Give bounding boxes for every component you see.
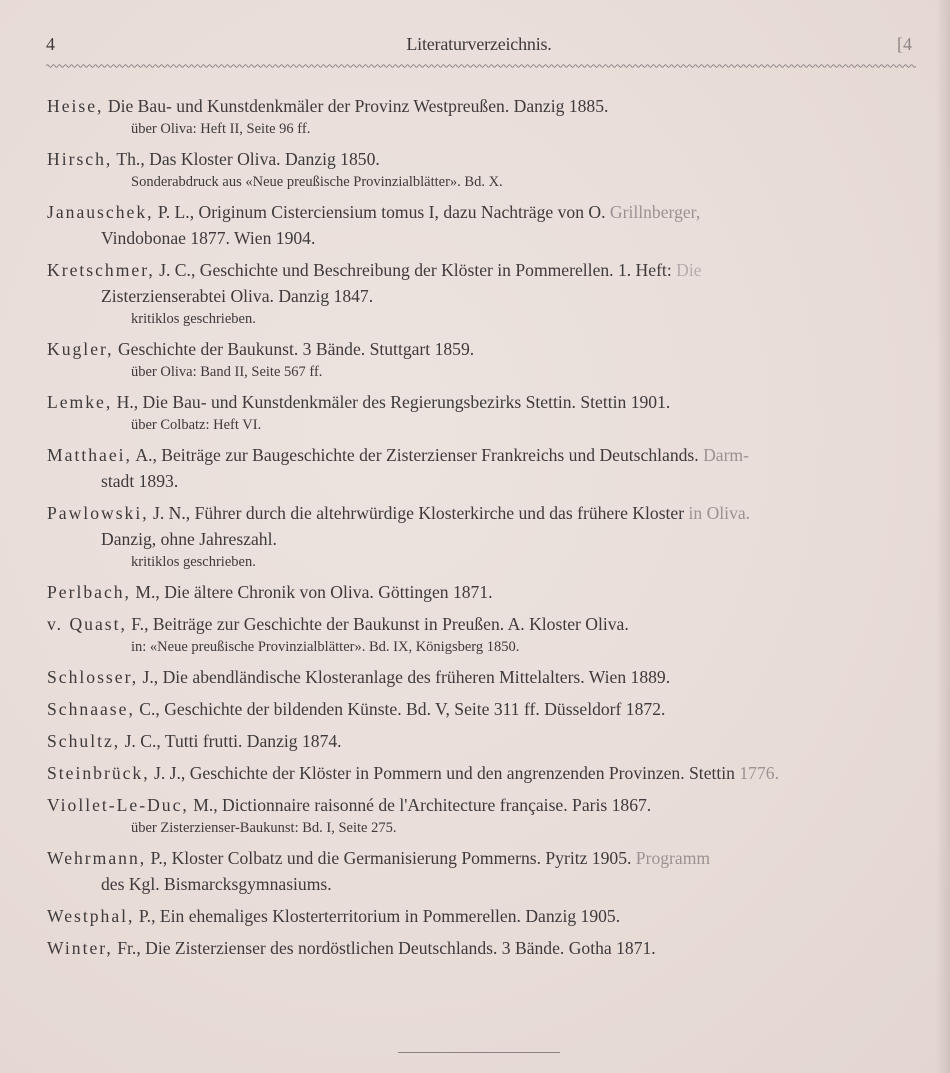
entry-text: J. C., Geschichte und Beschreibung der Klöster in Pommerellen. 1. Heft: <box>154 260 677 280</box>
bibliography-entry <box>47 903 917 929</box>
page-title: Literaturverzeichnis. <box>406 34 552 54</box>
entry-continuation: Danzig, ohne Jahreszahl. <box>101 529 277 549</box>
entry-note: über Oliva: Band II, Seite 567 ff. <box>131 364 323 380</box>
entry-text: P. L., Originum Cisterciensium tomus I, dazu Nachträge von O. <box>153 202 610 222</box>
entry-author: Schlosser, <box>47 667 139 687</box>
bibliography-entry <box>47 146 917 193</box>
entry-note: Sonderabdruck aus «Neue preußische Provinzialblätter». Bd. X. <box>131 174 503 190</box>
entry-text: H., Die Bau- und Kunstdenkmäler des Regierungsbezirks Stettin. Stettin 1901. <box>112 392 671 412</box>
entry-note: kritiklos geschrieben. <box>131 311 256 327</box>
entry-note: über Zisterzienser-Baukunst: Bd. I, Seite 275. <box>131 820 397 836</box>
entry-text-faded: Die <box>676 260 702 280</box>
bibliography-list <box>47 93 917 961</box>
entry-text: C., Geschichte der bildenden Künste. Bd. V, Seite 311 ff. Düsseldorf 1872. <box>134 699 666 719</box>
entry-continuation: des Kgl. Bismarcksgymnasiums. <box>101 874 332 894</box>
bibliography-entry <box>47 93 917 140</box>
entry-continuation: stadt 1893. <box>101 471 179 491</box>
bibliography-entry <box>47 336 917 383</box>
entry-author: Viollet-Le-Duc, <box>47 795 189 815</box>
bibliography-entry <box>47 389 917 436</box>
entry-text-faded: Programm <box>635 848 711 868</box>
bibliography-entry <box>47 696 917 722</box>
entry-author: Janauschek, <box>47 202 154 222</box>
entry-author: Schnaase, <box>47 699 135 719</box>
entry-author: Kugler, <box>47 339 114 359</box>
entry-author: Heise, <box>47 96 104 116</box>
entry-author: Winter, <box>47 938 113 958</box>
entry-author: Wehrmann, <box>47 848 147 868</box>
entry-note: kritiklos geschrieben. <box>131 554 256 570</box>
entry-text: P., Ein ehemaliges Klosterterritorium in Pommerellen. Danzig 1905. <box>134 906 621 926</box>
entry-text-faded: 1776. <box>739 763 779 783</box>
entry-note: in: «Neue preußische Provinzialblätter». Bd. IX, Königsberg 1850. <box>131 639 520 655</box>
entry-text: J., Die abendländische Klosteranlage des früheren Mittelalters. Wien 1889. <box>138 667 671 687</box>
bibliography-entry <box>47 935 917 961</box>
page-reference: [4 <box>897 34 912 54</box>
bibliography-entry <box>47 792 917 839</box>
entry-text-faded: in Oliva. <box>688 503 751 523</box>
entry-note: über Oliva: Heft II, Seite 96 ff. <box>131 121 311 137</box>
entry-note: über Colbatz: Heft VI. <box>131 417 262 433</box>
entry-author: Steinbrück, <box>47 763 150 783</box>
wavy-header-rule <box>46 62 916 70</box>
entry-author: v. Quast, <box>47 614 127 634</box>
entry-text: Geschichte der Baukunst. 3 Bände. Stuttgart 1859. <box>113 339 475 359</box>
running-head <box>46 34 912 64</box>
entry-author: Kretschmer, <box>47 260 155 280</box>
bibliography-entry <box>47 257 917 330</box>
bibliography-entry <box>47 728 917 754</box>
entry-continuation: Zisterzienserabtei Oliva. Danzig 1847. <box>101 286 374 306</box>
bibliography-entry <box>47 500 917 573</box>
bibliography-entry <box>47 579 917 605</box>
bibliography-entry <box>47 442 917 494</box>
entry-author: Hirsch, <box>47 149 113 169</box>
entry-author: Westphal, <box>47 906 135 926</box>
entry-author: Pawlowski, <box>47 503 149 523</box>
entry-text-faded: Grillnberger, <box>609 202 701 222</box>
bibliography-entry <box>47 760 917 786</box>
entry-author: Lemke, <box>47 392 113 412</box>
entry-text: Fr., Die Zisterzienser des nordöstlichen Deutschlands. 3 Bände. Gotha 1871. <box>112 938 656 958</box>
entry-continuation: Vindobonae 1877. Wien 1904. <box>101 228 316 248</box>
entry-text: Die Bau- und Kunstdenkmäler der Provinz Westpreußen. Danzig 1885. <box>103 96 609 116</box>
bibliography-entry <box>47 199 917 251</box>
bibliography-entry <box>47 611 917 658</box>
page-number: 4 <box>46 34 55 54</box>
entry-author: Perlbach, <box>47 582 131 602</box>
page-edge-shadow <box>936 0 950 1073</box>
bibliography-entry <box>47 664 917 690</box>
end-rule <box>398 1052 560 1053</box>
entry-author: Matthaei, <box>47 445 132 465</box>
entry-text: A., Beiträge zur Baugeschichte der Zisterzienser Frankreichs und Deutschlands. <box>131 445 704 465</box>
entry-text: F., Beiträge zur Geschichte der Baukunst in Preußen. A. Kloster Oliva. <box>126 614 629 634</box>
bibliography-entry <box>47 845 917 897</box>
entry-text: P., Kloster Colbatz und die Germanisierung Pommerns. Pyritz 1905. <box>146 848 636 868</box>
entry-text: M., Die ältere Chronik von Oliva. Göttingen 1871. <box>130 582 493 602</box>
entry-text: Th., Das Kloster Oliva. Danzig 1850. <box>112 149 380 169</box>
entry-text: M., Dictionnaire raisonné de l'Architecture française. Paris 1867. <box>188 795 652 815</box>
entry-text: J. C., Tutti frutti. Danzig 1874. <box>120 731 342 751</box>
entry-text: J. J., Geschichte der Klöster in Pommern und den angrenzenden Provinzen. Stettin <box>149 763 740 783</box>
entry-text-faded: Darm- <box>703 445 749 465</box>
entry-text: J. N., Führer durch die altehrwürdige Klosterkirche und das frühere Kloster <box>148 503 689 523</box>
entry-author: Schultz, <box>47 731 121 751</box>
